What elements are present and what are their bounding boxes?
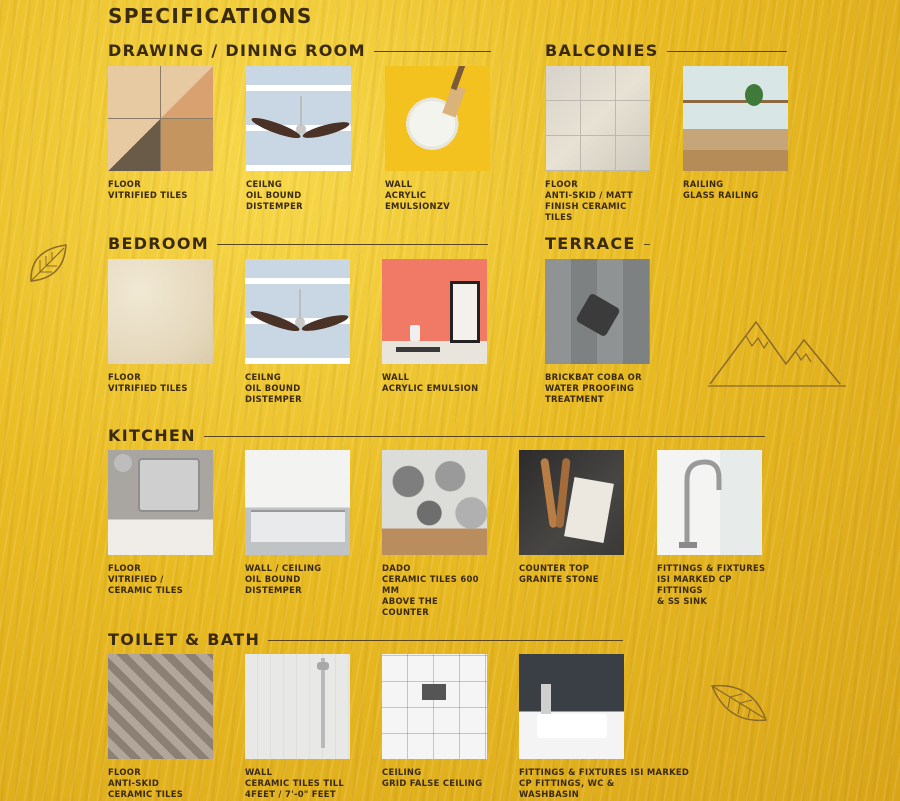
faucet-swatch	[657, 450, 762, 555]
spec-label: CEILNG	[245, 372, 282, 382]
section-divider	[644, 244, 650, 245]
spec-tile-kitchen-fittings	[657, 450, 766, 607]
spec-tile-balconies-floor	[545, 66, 650, 223]
patterned-tile-swatch	[108, 654, 213, 759]
spec-label: WALL / CEILING	[245, 563, 322, 573]
paint-brush-icon	[385, 66, 490, 171]
spec-label: CEILNG	[246, 179, 283, 189]
spec-label: FITTINGS & FIXTURES ISI MARKED	[519, 767, 690, 777]
spec-label: FLOOR	[108, 563, 141, 573]
spec-tile-kitchen-dado	[382, 450, 487, 618]
spec-label: FLOOR	[108, 767, 141, 777]
spec-label: RAILING	[683, 179, 724, 189]
kitchen-interior-swatch	[245, 450, 350, 555]
section-title: TOILET & BATH	[108, 629, 261, 649]
spec-label: WALL	[385, 179, 413, 189]
spec-tile-toilet-floor	[108, 654, 213, 800]
section-title: TERRACE	[545, 233, 636, 253]
spec-tile-drawing-ceiling	[246, 66, 351, 212]
spec-label: FITTINGS & FIXTURES	[657, 563, 766, 573]
section-kitchen	[108, 424, 765, 446]
section-title: BEDROOM	[108, 233, 209, 253]
ceiling-fan-icon	[245, 259, 350, 364]
spec-desc: OIL BOUND DISTEMPER	[245, 574, 302, 595]
spec-label: BRICKBAT COBA OR	[545, 372, 642, 382]
granite-counter-swatch	[519, 450, 624, 555]
paint-can-swatch	[385, 66, 490, 171]
section-divider	[204, 436, 765, 437]
section-title: DRAWING / DINING ROOM	[108, 40, 366, 60]
spec-tile-drawing-wall	[385, 66, 490, 212]
spec-desc: CERAMIC TILES TILL 4FEET / 7'-0" FEET	[245, 778, 345, 799]
washbasin-swatch	[519, 654, 624, 759]
coral-wall-swatch	[382, 259, 487, 364]
terrace-floor-swatch	[545, 259, 650, 364]
spec-tile-toilet-wall	[245, 654, 350, 800]
vitrified-tile-swatch	[108, 66, 213, 171]
spec-label: WALL	[382, 372, 410, 382]
spec-tile-toilet-ceiling	[382, 654, 487, 789]
section-terrace	[545, 232, 650, 254]
spec-desc: OIL BOUND DISTEMPER	[246, 190, 303, 211]
glass-railing-swatch	[683, 66, 788, 171]
spec-desc: ISI MARKED CP FITTINGS & SS SINK	[657, 574, 732, 606]
spec-label: FLOOR	[545, 179, 578, 189]
spec-desc: VITRIFIED TILES	[108, 383, 188, 393]
spec-tile-kitchen-counter	[519, 450, 624, 585]
section-toilet-bath	[108, 628, 623, 650]
section-divider	[268, 640, 623, 641]
spec-tile-terrace	[545, 259, 650, 405]
mountain-icon	[708, 318, 848, 390]
spec-desc: ACRYLIC EMULSIONZV	[385, 190, 451, 211]
spec-desc: GRANITE STONE	[519, 574, 599, 584]
spec-tile-balconies-railing	[683, 66, 788, 201]
section-divider	[217, 244, 488, 245]
section-title: BALCONIES	[545, 40, 659, 60]
spec-tile-drawing-floor	[108, 66, 213, 201]
spec-desc: VITRIFIED / CERAMIC TILES	[108, 574, 184, 595]
ceiling-fan-swatch	[246, 66, 351, 171]
ceiling-fan-swatch	[245, 259, 350, 364]
spec-desc: ANTI-SKID CERAMIC TILES	[108, 778, 184, 799]
spec-desc: ANTI-SKID / MATT FINISH CERAMIC TILES	[545, 190, 633, 222]
spec-tile-kitchen-floor	[108, 450, 213, 596]
ceramic-tile-swatch	[545, 66, 650, 171]
section-balconies	[545, 39, 787, 61]
spec-tile-toilet-fittings	[519, 654, 690, 800]
spec-desc: CERAMIC TILES 600 MM ABOVE THE COUNTER	[382, 574, 479, 617]
leaf-icon	[26, 240, 72, 286]
leaf-icon	[708, 680, 770, 726]
spec-label: FLOOR	[108, 179, 141, 189]
section-divider	[374, 51, 491, 52]
spec-desc: ACRYLIC EMULSION	[382, 383, 479, 393]
page-title: SPECIFICATIONS	[108, 4, 313, 28]
spec-tile-bedroom-ceiling	[245, 259, 350, 405]
spec-desc: OIL BOUND DISTEMPER	[245, 383, 302, 404]
spec-desc: WATER PROOFING TREATMENT	[545, 383, 635, 404]
grid-ceiling-swatch	[382, 654, 487, 759]
spec-desc: GRID FALSE CEILING	[382, 778, 483, 788]
vitrified-tile-swatch	[108, 259, 213, 364]
ceiling-fan-icon	[246, 66, 351, 171]
spec-tile-bedroom-wall	[382, 259, 487, 394]
spec-label: COUNTER TOP	[519, 563, 590, 573]
section-drawing-dining-room	[108, 39, 491, 61]
spec-label: WALL	[245, 767, 273, 777]
spec-tile-kitchen-wall	[245, 450, 350, 596]
spec-desc: CP FITTINGS, WC & WASHBASIN	[519, 778, 615, 799]
spec-desc: GLASS RAILING	[683, 190, 759, 200]
section-title: KITCHEN	[108, 425, 196, 445]
hexagon-tile-swatch	[382, 450, 487, 555]
section-bedroom	[108, 232, 488, 254]
kitchen-sink-swatch	[108, 450, 213, 555]
faucet-icon	[657, 450, 762, 555]
shower-wall-swatch	[245, 654, 350, 759]
spec-label: DADO	[382, 563, 411, 573]
section-divider	[667, 51, 787, 52]
spec-label: FLOOR	[108, 372, 141, 382]
spec-label: CEILING	[382, 767, 422, 777]
spec-tile-bedroom-floor	[108, 259, 213, 394]
spec-desc: VITRIFIED TILES	[108, 190, 188, 200]
